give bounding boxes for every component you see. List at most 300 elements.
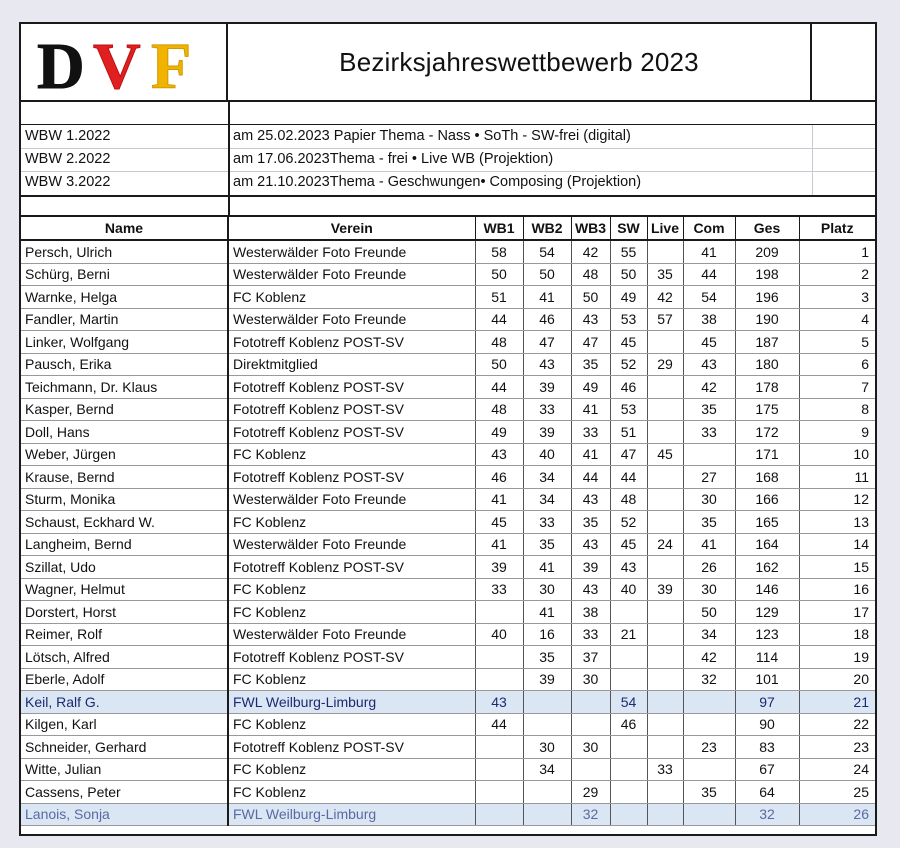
cell-wb1: 51 <box>475 286 523 309</box>
cell-platz: 3 <box>799 286 875 309</box>
cell-wb1 <box>475 668 523 691</box>
cell-verein: FC Koblenz <box>228 758 475 781</box>
cell-wb2 <box>523 691 571 714</box>
column-header-wb3: WB3 <box>571 217 610 240</box>
cell-wb1: 50 <box>475 263 523 286</box>
cell-wb1 <box>475 803 523 826</box>
cell-com: 50 <box>683 601 735 624</box>
column-header-ges: Ges <box>735 217 799 240</box>
table-row <box>21 286 875 309</box>
cell-platz: 26 <box>799 803 875 826</box>
cell-name: Weber, Jürgen <box>21 443 228 466</box>
cell-com: 54 <box>683 286 735 309</box>
table-row <box>21 668 875 691</box>
cell-wb1: 40 <box>475 623 523 646</box>
cell-com: 44 <box>683 263 735 286</box>
cell-sw: 54 <box>610 691 647 714</box>
cell-platz: 1 <box>799 240 875 263</box>
cell-wb2 <box>523 781 571 804</box>
cell-platz: 17 <box>799 601 875 624</box>
cell-wb1: 33 <box>475 578 523 601</box>
cell-verein: Westerwälder Foto Freunde <box>228 308 475 331</box>
cell-wb2: 46 <box>523 308 571 331</box>
cell-wb1: 49 <box>475 421 523 444</box>
table-row <box>21 736 875 759</box>
table-row <box>21 623 875 646</box>
cell-live <box>647 646 683 669</box>
cell-live <box>647 736 683 759</box>
cell-name: Lötsch, Alfred <box>21 646 228 669</box>
competition-code: WBW 3.2022 <box>25 174 111 190</box>
column-header-live: Live <box>647 217 683 240</box>
cell-live <box>647 623 683 646</box>
cell-com: 45 <box>683 331 735 354</box>
cell-verein: FC Koblenz <box>228 443 475 466</box>
cell-verein: Westerwälder Foto Freunde <box>228 263 475 286</box>
cell-live: 45 <box>647 443 683 466</box>
column-header-com: Com <box>683 217 735 240</box>
cell-platz: 4 <box>799 308 875 331</box>
cell-sw: 49 <box>610 286 647 309</box>
cell-verein: FC Koblenz <box>228 578 475 601</box>
cell-wb1: 39 <box>475 556 523 579</box>
cell-ges: 114 <box>735 646 799 669</box>
cell-wb2: 30 <box>523 736 571 759</box>
cell-name: Teichmann, Dr. Klaus <box>21 376 228 399</box>
cell-ges: 67 <box>735 758 799 781</box>
cell-wb1: 46 <box>475 466 523 489</box>
cell-sw: 21 <box>610 623 647 646</box>
cell-wb2: 34 <box>523 466 571 489</box>
cell-platz: 13 <box>799 511 875 534</box>
cell-name: Reimer, Rolf <box>21 623 228 646</box>
column-header-verein: Verein <box>228 217 475 240</box>
cell-name: Lanois, Sonja <box>21 803 228 826</box>
cell-live: 29 <box>647 353 683 376</box>
cell-name: Kasper, Bernd <box>21 398 228 421</box>
cell-platz: 18 <box>799 623 875 646</box>
cell-wb3: 30 <box>571 668 610 691</box>
cell-sw <box>610 601 647 624</box>
cell-name: Dorstert, Horst <box>21 601 228 624</box>
header-row <box>21 24 875 102</box>
table-row <box>21 511 875 534</box>
cell-live: 24 <box>647 533 683 556</box>
cell-live <box>647 398 683 421</box>
cell-name: Schneider, Gerhard <box>21 736 228 759</box>
svg-text:V: V <box>93 30 141 94</box>
cell-ges: 168 <box>735 466 799 489</box>
cell-wb3: 37 <box>571 646 610 669</box>
cell-name: Linker, Wolfgang <box>21 331 228 354</box>
column-header-wb1: WB1 <box>475 217 523 240</box>
cell-ges: 129 <box>735 601 799 624</box>
cell-ges: 97 <box>735 691 799 714</box>
svg-text:F: F <box>151 30 192 94</box>
cell-wb3 <box>571 691 610 714</box>
cell-platz: 16 <box>799 578 875 601</box>
cell-verein: FC Koblenz <box>228 511 475 534</box>
cell-com: 33 <box>683 421 735 444</box>
cell-ges: 166 <box>735 488 799 511</box>
cell-platz: 9 <box>799 421 875 444</box>
cell-com: 42 <box>683 376 735 399</box>
cell-platz: 14 <box>799 533 875 556</box>
table-row <box>21 781 875 804</box>
cell-ges: 175 <box>735 398 799 421</box>
cell-com <box>683 713 735 736</box>
cell-wb3: 38 <box>571 601 610 624</box>
cell-verein: FWL Weilburg-Limburg <box>228 691 475 714</box>
cell-live <box>647 803 683 826</box>
cell-wb3: 43 <box>571 488 610 511</box>
cell-ges: 172 <box>735 421 799 444</box>
cell-ges: 198 <box>735 263 799 286</box>
cell-ges: 187 <box>735 331 799 354</box>
empty-header-cell <box>812 24 875 100</box>
cell-sw <box>610 781 647 804</box>
cell-sw: 47 <box>610 443 647 466</box>
cell-wb3: 35 <box>571 511 610 534</box>
competition-row <box>21 171 875 194</box>
cell-platz: 11 <box>799 466 875 489</box>
cell-platz: 8 <box>799 398 875 421</box>
cell-wb2: 39 <box>523 421 571 444</box>
cell-wb2: 39 <box>523 668 571 691</box>
cell-live <box>647 781 683 804</box>
cell-com: 42 <box>683 646 735 669</box>
cell-ges: 180 <box>735 353 799 376</box>
cell-wb3: 43 <box>571 308 610 331</box>
cell-wb3: 43 <box>571 578 610 601</box>
cell-verein: Fototreff Koblenz POST-SV <box>228 376 475 399</box>
cell-wb1: 50 <box>475 353 523 376</box>
cell-name: Warnke, Helga <box>21 286 228 309</box>
cell-wb2: 39 <box>523 376 571 399</box>
cell-wb2: 43 <box>523 353 571 376</box>
cell-verein: FC Koblenz <box>228 713 475 736</box>
spacer-row <box>21 195 875 217</box>
cell-wb2 <box>523 713 571 736</box>
cell-ges: 146 <box>735 578 799 601</box>
cell-ges: 162 <box>735 556 799 579</box>
cell-wb3: 48 <box>571 263 610 286</box>
cell-wb2: 35 <box>523 646 571 669</box>
cell-com: 41 <box>683 533 735 556</box>
column-header-name: Name <box>21 217 228 240</box>
cell-platz: 12 <box>799 488 875 511</box>
table-row <box>21 443 875 466</box>
cell-platz: 23 <box>799 736 875 759</box>
cell-live <box>647 691 683 714</box>
cell-sw: 48 <box>610 488 647 511</box>
cell-wb1: 43 <box>475 691 523 714</box>
cell-sw: 45 <box>610 533 647 556</box>
cell-wb3: 30 <box>571 736 610 759</box>
cell-platz: 6 <box>799 353 875 376</box>
competition-row <box>21 125 875 148</box>
table-row <box>21 466 875 489</box>
cell-wb3: 35 <box>571 353 610 376</box>
cell-name: Krause, Bernd <box>21 466 228 489</box>
cell-name: Sturm, Monika <box>21 488 228 511</box>
cell-platz: 20 <box>799 668 875 691</box>
cell-com: 35 <box>683 398 735 421</box>
cell-wb3: 49 <box>571 376 610 399</box>
cell-sw <box>610 668 647 691</box>
cell-live <box>647 511 683 534</box>
cell-verein: Fototreff Koblenz POST-SV <box>228 556 475 579</box>
competition-description: am 17.06.2023Thema - frei • Live WB (Projektion) <box>233 151 554 167</box>
cell-sw: 40 <box>610 578 647 601</box>
cell-platz: 10 <box>799 443 875 466</box>
cell-wb1: 48 <box>475 398 523 421</box>
table-row <box>21 578 875 601</box>
cell-wb1: 58 <box>475 240 523 263</box>
cell-wb3 <box>571 758 610 781</box>
table-row <box>21 353 875 376</box>
cell-verein: FC Koblenz <box>228 781 475 804</box>
cell-com: 32 <box>683 668 735 691</box>
column-header-wb2: WB2 <box>523 217 571 240</box>
cell-verein: FC Koblenz <box>228 601 475 624</box>
cell-wb3: 33 <box>571 623 610 646</box>
cell-verein: Direktmitglied <box>228 353 475 376</box>
page-title: Bezirksjahreswettbewerb 2023 <box>339 46 699 77</box>
cell-live <box>647 668 683 691</box>
competition-code: WBW 1.2022 <box>25 128 111 144</box>
cell-wb3: 39 <box>571 556 610 579</box>
cell-name: Langheim, Bernd <box>21 533 228 556</box>
cell-wb3: 29 <box>571 781 610 804</box>
cell-ges: 178 <box>735 376 799 399</box>
column-header-sw: SW <box>610 217 647 240</box>
cell-name: Fandler, Martin <box>21 308 228 331</box>
cell-wb1: 44 <box>475 376 523 399</box>
cell-com: 38 <box>683 308 735 331</box>
cell-verein: Fototreff Koblenz POST-SV <box>228 421 475 444</box>
cell-verein: Fototreff Koblenz POST-SV <box>228 466 475 489</box>
cell-sw: 43 <box>610 556 647 579</box>
column-header-platz: Platz <box>799 217 875 240</box>
cell-wb3: 42 <box>571 240 610 263</box>
cell-ges: 209 <box>735 240 799 263</box>
cell-wb1 <box>475 736 523 759</box>
cell-wb1 <box>475 646 523 669</box>
table-row <box>21 601 875 624</box>
cell-wb3: 32 <box>571 803 610 826</box>
cell-wb3: 41 <box>571 398 610 421</box>
competition-description: am 21.10.2023Thema - Geschwungen• Composing (Projektion) <box>233 174 642 190</box>
cell-sw: 51 <box>610 421 647 444</box>
cell-com <box>683 803 735 826</box>
cell-name: Wagner, Helmut <box>21 578 228 601</box>
cell-sw: 46 <box>610 376 647 399</box>
cell-platz: 15 <box>799 556 875 579</box>
cell-wb2 <box>523 803 571 826</box>
cell-verein: Fototreff Koblenz POST-SV <box>228 331 475 354</box>
cell-name: Witte, Julian <box>21 758 228 781</box>
cell-sw <box>610 803 647 826</box>
cell-ges: 171 <box>735 443 799 466</box>
cell-com: 30 <box>683 488 735 511</box>
table-row <box>21 398 875 421</box>
cell-sw <box>610 736 647 759</box>
cell-live <box>647 601 683 624</box>
cell-live: 42 <box>647 286 683 309</box>
table-row <box>21 331 875 354</box>
cell-wb2: 34 <box>523 758 571 781</box>
cell-ges: 190 <box>735 308 799 331</box>
cell-live: 57 <box>647 308 683 331</box>
cell-sw: 52 <box>610 353 647 376</box>
cell-wb3: 44 <box>571 466 610 489</box>
cell-sw: 44 <box>610 466 647 489</box>
cell-verein: Fototreff Koblenz POST-SV <box>228 736 475 759</box>
cell-platz: 24 <box>799 758 875 781</box>
cell-live <box>647 240 683 263</box>
title-cell <box>228 24 812 100</box>
cell-name: Persch, Ulrich <box>21 240 228 263</box>
cell-platz: 19 <box>799 646 875 669</box>
cell-wb2: 35 <box>523 533 571 556</box>
cell-sw: 55 <box>610 240 647 263</box>
cell-ges: 123 <box>735 623 799 646</box>
cell-name: Schaust, Eckhard W. <box>21 511 228 534</box>
cell-name: Szillat, Udo <box>21 556 228 579</box>
cell-ges: 196 <box>735 286 799 309</box>
competition-list <box>21 125 875 197</box>
cell-com <box>683 758 735 781</box>
cell-live <box>647 421 683 444</box>
cell-ges: 32 <box>735 803 799 826</box>
cell-com <box>683 691 735 714</box>
cell-sw: 46 <box>610 713 647 736</box>
cell-verein: Westerwälder Foto Freunde <box>228 533 475 556</box>
table-row <box>21 376 875 399</box>
cell-live <box>647 466 683 489</box>
table-row <box>21 533 875 556</box>
cell-wb2: 54 <box>523 240 571 263</box>
cell-platz: 22 <box>799 713 875 736</box>
cell-wb2: 50 <box>523 263 571 286</box>
table-row <box>21 758 875 781</box>
cell-wb2: 41 <box>523 601 571 624</box>
cell-verein: FC Koblenz <box>228 668 475 691</box>
table-row <box>21 691 875 714</box>
cell-wb1: 43 <box>475 443 523 466</box>
cell-wb2: 40 <box>523 443 571 466</box>
table-row <box>21 308 875 331</box>
blank-row <box>21 100 875 125</box>
cell-com: 43 <box>683 353 735 376</box>
cell-com <box>683 443 735 466</box>
cell-wb1 <box>475 781 523 804</box>
cell-live: 33 <box>647 758 683 781</box>
cell-com: 41 <box>683 240 735 263</box>
table-header-row <box>21 217 875 240</box>
cell-wb3: 43 <box>571 533 610 556</box>
cell-live <box>647 376 683 399</box>
results-sheet <box>19 22 877 836</box>
table-row <box>21 646 875 669</box>
cell-platz: 25 <box>799 781 875 804</box>
table-row <box>21 421 875 444</box>
cell-live: 39 <box>647 578 683 601</box>
cell-platz: 2 <box>799 263 875 286</box>
cell-ges: 165 <box>735 511 799 534</box>
dvf-logo <box>35 30 220 94</box>
cell-wb1: 48 <box>475 331 523 354</box>
cell-wb1 <box>475 601 523 624</box>
results-table <box>21 217 875 826</box>
cell-wb2: 30 <box>523 578 571 601</box>
cell-com: 30 <box>683 578 735 601</box>
cell-platz: 7 <box>799 376 875 399</box>
cell-name: Pausch, Erika <box>21 353 228 376</box>
cell-sw: 53 <box>610 308 647 331</box>
cell-com: 35 <box>683 781 735 804</box>
cell-wb3: 41 <box>571 443 610 466</box>
table-row <box>21 488 875 511</box>
cell-wb3: 33 <box>571 421 610 444</box>
cell-ges: 101 <box>735 668 799 691</box>
competition-description: am 25.02.2023 Papier Thema - Nass • SoTh - SW-frei (digital) <box>233 128 631 144</box>
cell-wb2: 47 <box>523 331 571 354</box>
cell-name: Schürg, Berni <box>21 263 228 286</box>
cell-com: 23 <box>683 736 735 759</box>
table-row <box>21 240 875 263</box>
cell-com: 26 <box>683 556 735 579</box>
cell-live <box>647 488 683 511</box>
cell-live <box>647 713 683 736</box>
cell-verein: Westerwälder Foto Freunde <box>228 623 475 646</box>
cell-live <box>647 331 683 354</box>
cell-wb3: 50 <box>571 286 610 309</box>
cell-com: 35 <box>683 511 735 534</box>
table-row <box>21 556 875 579</box>
cell-wb2: 41 <box>523 286 571 309</box>
cell-verein: FC Koblenz <box>228 286 475 309</box>
cell-platz: 21 <box>799 691 875 714</box>
cell-name: Eberle, Adolf <box>21 668 228 691</box>
cell-name: Keil, Ralf G. <box>21 691 228 714</box>
table-row <box>21 263 875 286</box>
cell-wb1: 41 <box>475 533 523 556</box>
cell-sw: 50 <box>610 263 647 286</box>
cell-wb3 <box>571 713 610 736</box>
cell-wb2: 33 <box>523 511 571 534</box>
results-body <box>21 240 875 826</box>
cell-verein: Fototreff Koblenz POST-SV <box>228 398 475 421</box>
table-row <box>21 803 875 826</box>
cell-sw <box>610 646 647 669</box>
cell-wb1: 45 <box>475 511 523 534</box>
logo-cell <box>21 24 228 100</box>
svg-text:D: D <box>37 30 85 94</box>
cell-live <box>647 556 683 579</box>
cell-ges: 164 <box>735 533 799 556</box>
cell-ges: 64 <box>735 781 799 804</box>
cell-wb2: 33 <box>523 398 571 421</box>
table-row <box>21 713 875 736</box>
cell-wb2: 41 <box>523 556 571 579</box>
cell-name: Cassens, Peter <box>21 781 228 804</box>
cell-verein: Westerwälder Foto Freunde <box>228 488 475 511</box>
cell-sw: 45 <box>610 331 647 354</box>
cell-ges: 90 <box>735 713 799 736</box>
cell-live: 35 <box>647 263 683 286</box>
